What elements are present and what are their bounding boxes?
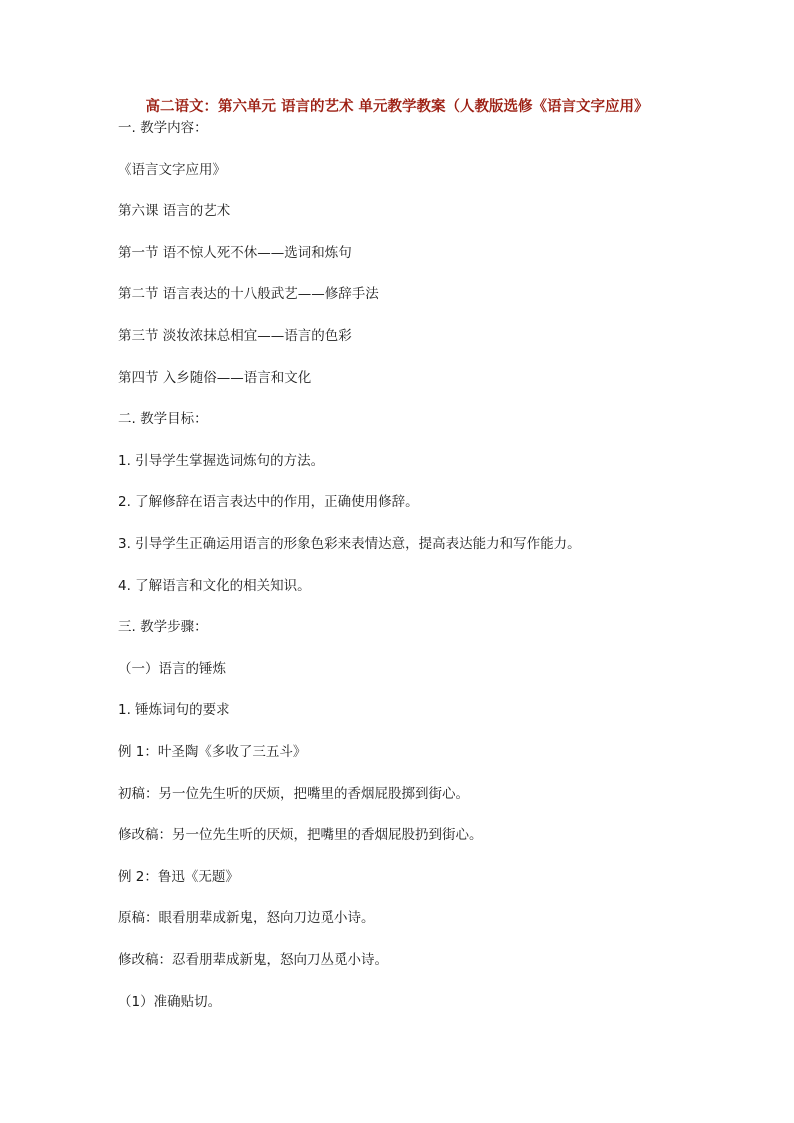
- text-line: 1. 锤炼词句的要求: [118, 702, 230, 718]
- text-line: 3. 引导学生正确运用语言的形象色彩来表情达意，提高表达能力和写作能力。: [118, 536, 581, 552]
- text-line: 第四节 入乡随俗——语言和文化: [118, 370, 312, 386]
- text-line: 第二节 语言表达的十八般武艺——修辞手法: [118, 286, 379, 302]
- text-line: 第一节 语不惊人死不休——选词和炼句: [118, 245, 352, 261]
- text-line: 1. 引导学生掌握选词炼句的方法。: [118, 453, 325, 469]
- section-heading-goals: 二. 教学目标：: [118, 411, 208, 427]
- text-line: 例 1：叶圣陶《多收了三五斗》: [118, 744, 307, 760]
- text-line: 例 2：鲁迅《无题》: [118, 869, 239, 885]
- section-heading-steps: 三. 教学步骤：: [118, 619, 208, 635]
- section-heading-content: 一. 教学内容：: [118, 120, 208, 136]
- document-title: 高二语文：第六单元 语言的艺术 单元教学教案（人教版选修《语言文字应用》: [145, 98, 649, 115]
- text-line: 2. 了解修辞在语言表达中的作用，正确使用修辞。: [118, 494, 419, 510]
- text-line: 第六课 语言的艺术: [118, 203, 231, 219]
- text-line: 4. 了解语言和文化的相关知识。: [118, 578, 311, 594]
- text-line: 初稿：另一位先生听的厌烦，把嘴里的香烟屁股掷到街心。: [118, 786, 469, 802]
- text-line: 《语言文字应用》: [118, 162, 226, 178]
- text-line: 原稿：眼看朋辈成新鬼，怒向刀边觅小诗。: [118, 910, 375, 926]
- text-line: 修改稿：忍看朋辈成新鬼，怒向刀丛觅小诗。: [118, 952, 388, 968]
- text-line: 修改稿：另一位先生听的厌烦，把嘴里的香烟屁股扔到街心。: [118, 827, 483, 843]
- text-line: 第三节 淡妆浓抹总相宜——语言的色彩: [118, 328, 352, 344]
- text-line: （1）准确贴切。: [118, 994, 222, 1010]
- text-line: （一）语言的锤炼: [118, 661, 226, 677]
